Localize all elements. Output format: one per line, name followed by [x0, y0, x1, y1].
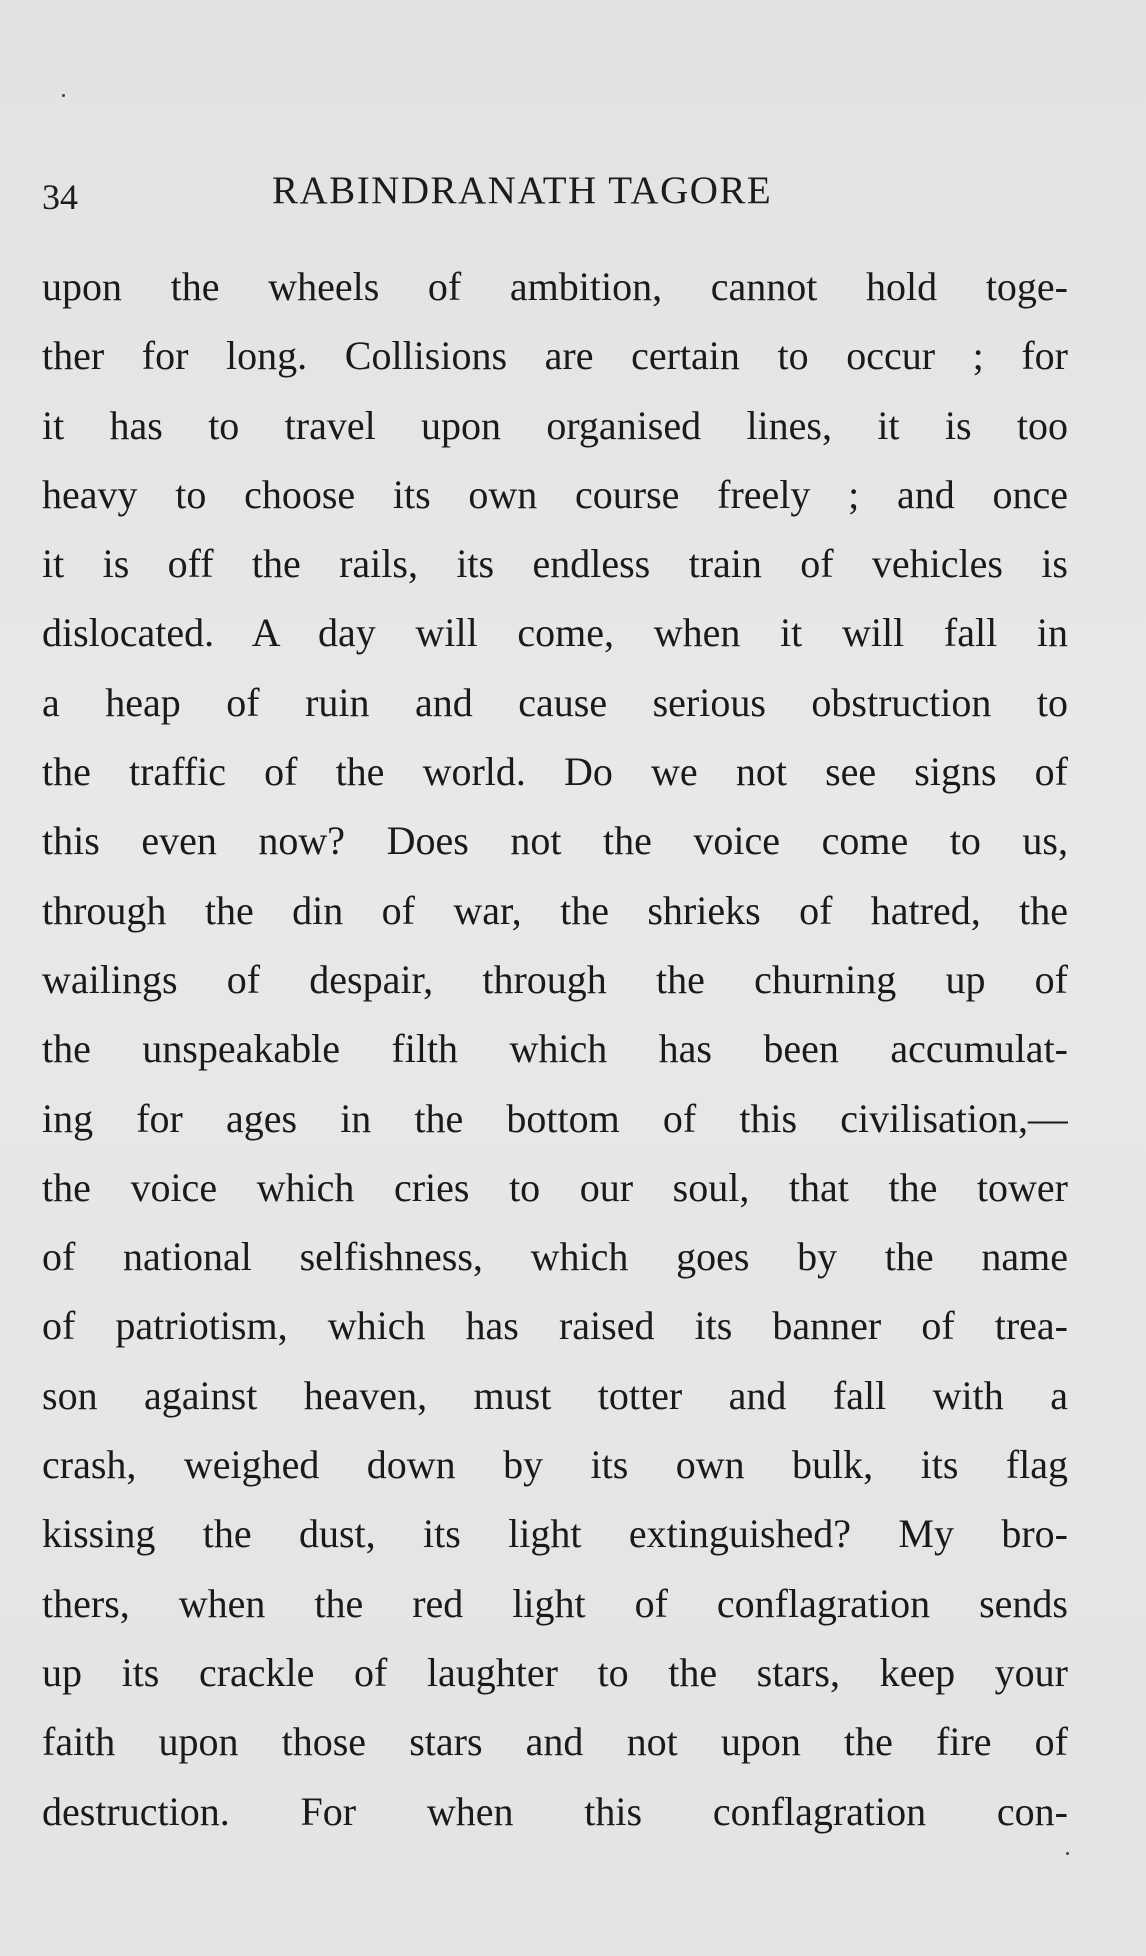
text-line: wailings of despair, through the churning up of [42, 956, 1068, 1002]
text-line: it has to travel upon organised lines, it is too [42, 402, 1068, 448]
text-line: up its crackle of laughter to the stars, keep your [42, 1649, 1068, 1695]
text-line: faith upon those stars and not upon the fire of [42, 1719, 1068, 1765]
text-line: of patriotism, which has raised its banner of trea- [42, 1303, 1068, 1349]
text-line: of national selfishness, which goes by the name [42, 1234, 1068, 1280]
paper-speck [62, 94, 65, 97]
text-line: the unspeakable filth which has been accumulat- [42, 1026, 1068, 1072]
text-line: thers, when the red light of conflagration sends [42, 1580, 1068, 1626]
text-line: upon the wheels of ambition, cannot hold toge- [42, 264, 1068, 309]
running-title: RABINDRANATH TAGORE [272, 169, 773, 212]
text-line: it is off the rails, its endless train of vehicles is [42, 541, 1068, 587]
text-line: this even now? Does not the voice come to us, [42, 818, 1068, 864]
text-line: the traffic of the world. Do we not see signs of [42, 749, 1068, 795]
text-line: destruction. For when this conflagration con- [42, 1788, 1068, 1834]
text-line: crash, weighed down by its own bulk, its flag [42, 1442, 1068, 1488]
text-line: ther for long. Collisions are certain to occur ; for [42, 333, 1068, 379]
text-line: ing for ages in the bottom of this civilisation,— [42, 1095, 1068, 1141]
text-line: kissing the dust, its light extinguished? My bro- [42, 1511, 1068, 1557]
text-line: son against heaven, must totter and fall with a [42, 1372, 1068, 1418]
paper-speck [1066, 1852, 1069, 1855]
body-text [42, 252, 1068, 1846]
text-line: heavy to choose its own course freely ; and once [42, 471, 1068, 517]
page-number: 34 [42, 177, 78, 217]
page-header [42, 168, 1072, 228]
text-line: a heap of ruin and cause serious obstruction to [42, 679, 1068, 725]
text-line: dislocated. A day will come, when it will fall in [42, 610, 1068, 656]
text-line: the voice which cries to our soul, that the tower [42, 1164, 1068, 1210]
text-line: through the din of war, the shrieks of hatred, the [42, 887, 1068, 933]
